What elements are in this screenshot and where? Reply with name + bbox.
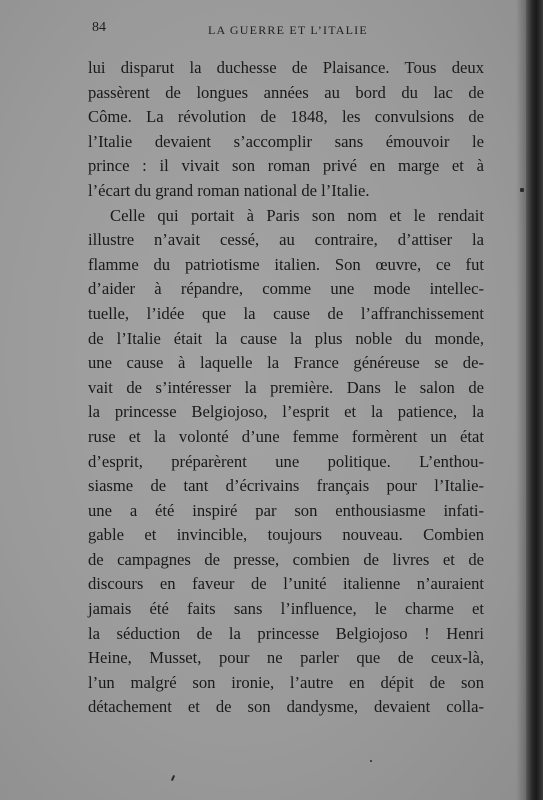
text-line: flamme du patriotisme italien. Son œuvre, ce fut xyxy=(88,254,484,274)
text-line: discours en faveur de l’unité italienne n’auraient xyxy=(88,574,484,594)
text-line: Celle qui portait à Paris son nom et le rendait xyxy=(110,205,484,225)
scan-speck xyxy=(520,188,524,192)
text-line: une a été inspiré par son enthousiasme infati- xyxy=(88,500,484,520)
text-line: d’esprit, préparèrent une politique. L’enthou- xyxy=(88,451,484,471)
text-line: Heine, Musset, pour ne parler que de ceux-là, xyxy=(88,648,484,668)
book-spine xyxy=(526,0,543,800)
running-title: LA GUERRE ET L’ITALIE xyxy=(208,23,368,37)
text-line: l’un malgré son ironie, l’autre en dépit de son xyxy=(88,672,484,692)
text-line: illustre n’avait cessé, au contraire, d’attiser la xyxy=(88,230,484,250)
text-line: de campagnes de presse, combien de livres et de xyxy=(88,549,484,569)
text-line: la séduction de la princesse Belgiojoso ! Henri xyxy=(88,623,484,643)
running-head xyxy=(0,20,526,40)
text-line: l’Italie devaient s’accomplir sans émouvoir le xyxy=(88,131,484,151)
text-line: de l’Italie était la cause la plus noble du monde, xyxy=(88,328,484,348)
text-line: d’aider à répandre, comme une mode intellec- xyxy=(88,279,484,299)
text-line: gable et invincible, toujours nouveau. Combien xyxy=(88,525,484,545)
text-line: Côme. La révolution de 1848, les convulsions de xyxy=(88,107,484,127)
text-line: siasme de tant d’écrivains français pour l’Italie- xyxy=(88,476,484,496)
text-line: passèrent de longues années au bord du lac de xyxy=(88,82,484,102)
text-line: prince : il vivait son roman privé en marge et à xyxy=(88,156,484,176)
text-line: une cause à laquelle la France généreuse se de- xyxy=(88,353,484,373)
text-line: lui disparut la duchesse de Plaisance. Tous deux xyxy=(88,58,484,77)
text-line: ruse et la volonté d’une femme formèrent un état xyxy=(88,426,484,446)
text-line: tuelle, l’idée que la cause de l’affranchissement xyxy=(88,303,484,323)
page-number: 84 xyxy=(92,20,106,35)
text-line: vait de s’intéresser la première. Dans le salon de xyxy=(88,377,484,397)
text-line: détachement et de son dandysme, devaient colla- xyxy=(88,697,484,717)
page-gutter-shadow xyxy=(516,0,526,800)
text-line: jamais été faits sans l’influence, le charme et xyxy=(88,599,484,619)
body-text xyxy=(88,56,484,720)
text-line: l’écart du grand roman national de l’Italie. xyxy=(88,180,370,200)
scan-speck xyxy=(370,760,372,762)
text-line: la princesse Belgiojoso, l’esprit et la patience, la xyxy=(88,402,484,422)
